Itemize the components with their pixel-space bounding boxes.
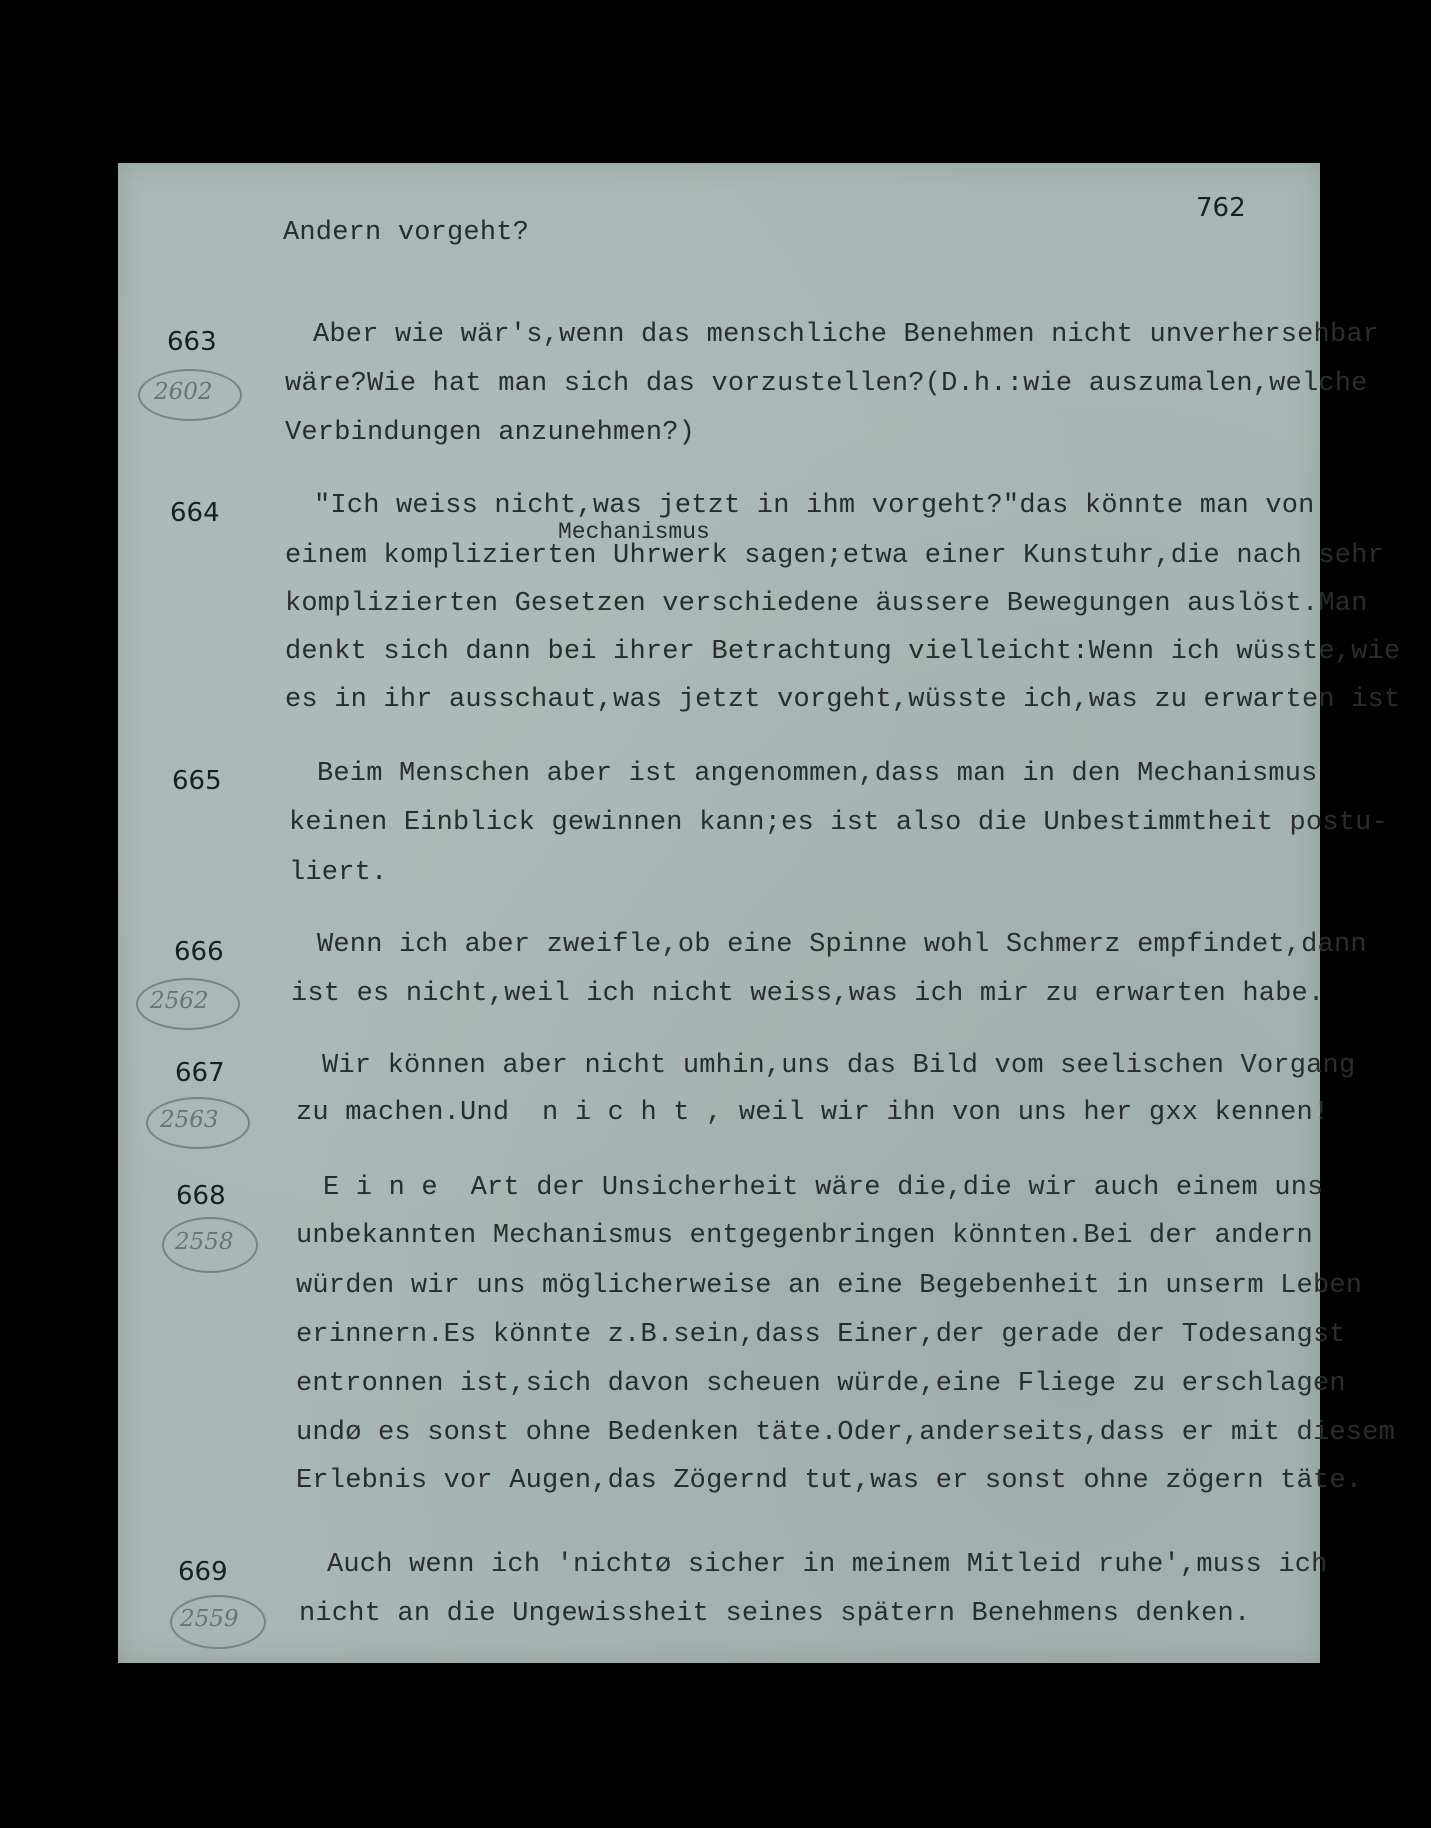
text-line: Auch wenn ich 'nichtø sicher in meinem Mitleid ruhe',muss ich (327, 1550, 1328, 1580)
text-line: komplizierten Gesetzen verschiedene äussere Bewegungen auslöst.Man (285, 589, 1368, 619)
text-line: Wenn ich aber zweifle,ob eine Spinne wohl Schmerz empfindet,dann (317, 930, 1367, 960)
typescript-page (118, 163, 1401, 1663)
text-line: E i n e Art der Unsicherheit wäre die,die wir auch einem uns (323, 1173, 1324, 1203)
text-line: Verbindungen anzunehmen?) (285, 418, 696, 448)
text-line: nicht an die Ungewissheit seines spätern Benehmens denken. (299, 1599, 1251, 1629)
text-line: Aber wie wär's,wenn das menschliche Benehmen nicht unverhersehbar (313, 320, 1380, 350)
text-line: wäre?Wie hat man sich das vorzustellen?(D.h.:wie auszumalen,welche (285, 369, 1368, 399)
text-line: Andern vorgeht? (283, 218, 530, 248)
pencil-number: 2558 (175, 1229, 234, 1255)
pencil-number: 2562 (150, 988, 209, 1014)
text-line: ist es nicht,weil ich nicht weiss,was ich mir zu erwarten habe. (291, 979, 1325, 1009)
text-line: würden wir uns möglicherweise an eine Begebenheit in unserm Leben (296, 1271, 1363, 1301)
text-line: keinen Einblick gewinnen kann;es ist also die Unbestimmtheit postu- (289, 808, 1388, 838)
page-number: 762 (1196, 193, 1246, 223)
interlinear-insertion: Mechanismus (558, 519, 710, 545)
remark-number: 663 (167, 327, 217, 357)
text-line: erinnern.Es könnte z.B.sein,dass Einer,der gerade der Todesangst (296, 1320, 1346, 1350)
remark-number: 666 (174, 937, 224, 967)
remark-number: 668 (176, 1181, 226, 1211)
text-line: unbekannten Mechanismus entgegenbringen könnten.Bei der andern (296, 1221, 1313, 1251)
text-line: Erlebnis vor Augen,das Zögernd tut,was er sonst ohne zögern täte. (296, 1466, 1363, 1496)
remark-number: 665 (172, 766, 222, 796)
remark-number: 664 (170, 498, 220, 528)
text-line: einem komplizierten Uhrwerk sagen;etwa einer Kunstuhr,die nach sehr (285, 541, 1384, 571)
text-line: zu machen.Und n i c h t , weil wir ihn von uns her gxx kennen! (296, 1098, 1330, 1128)
pencil-number: 2563 (160, 1107, 219, 1133)
text-line: denkt sich dann bei ihrer Betrachtung vielleicht:Wenn ich wüsste,wie (285, 637, 1401, 667)
remark-number: 669 (178, 1557, 228, 1587)
text-line: Wir können aber nicht umhin,uns das Bild vom seelischen Vorgang (322, 1051, 1356, 1081)
text-line: es in ihr ausschaut,was jetzt vorgeht,wüsste ich,was zu erwarten ist (285, 685, 1401, 715)
remark-number: 667 (175, 1058, 225, 1088)
pencil-number: 2602 (154, 379, 213, 405)
pencil-number: 2559 (180, 1606, 239, 1632)
text-line: "Ich weiss nicht,was jetzt in ihm vorgeht?"das könnte man von (314, 491, 1315, 521)
text-line: Beim Menschen aber ist angenommen,dass man in den Mechanismus (317, 759, 1318, 789)
text-line: undø es sonst ohne Bedenken täte.Oder,anderseits,dass er mit diesem (296, 1418, 1395, 1448)
text-line: liert. (289, 858, 388, 888)
text-line: entronnen ist,sich davon scheuen würde,eine Fliege zu erschlagen (296, 1369, 1346, 1399)
